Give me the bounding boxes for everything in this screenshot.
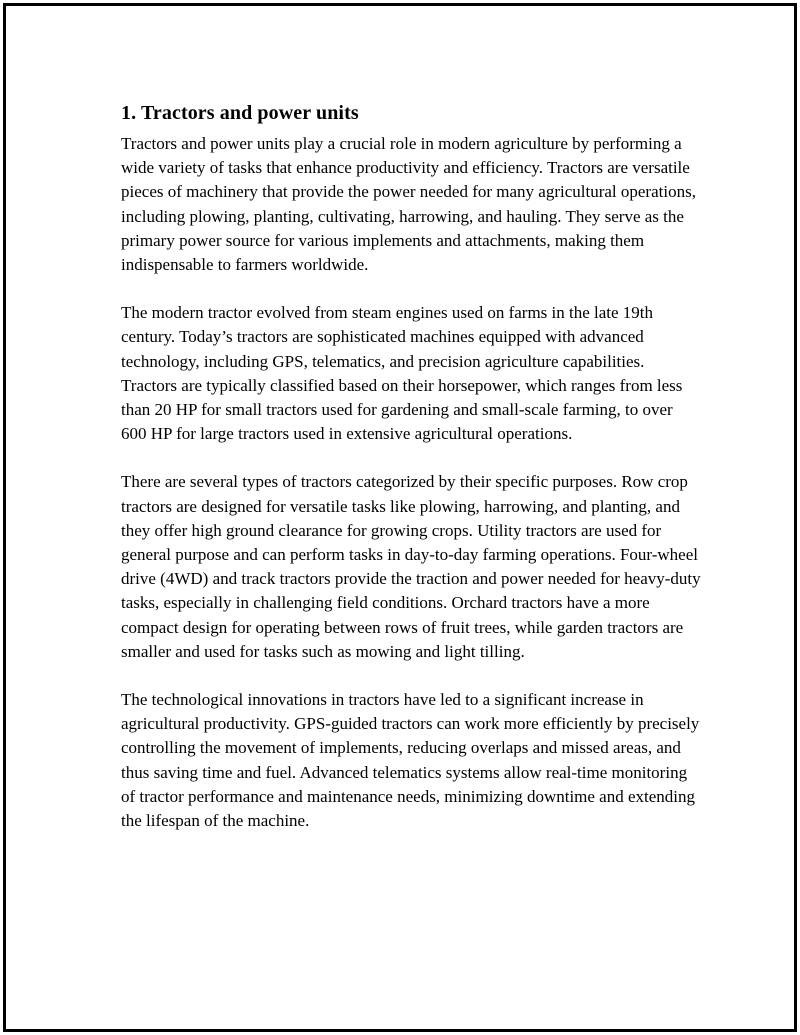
document-body: [121, 100, 701, 833]
page-frame: [3, 3, 797, 1032]
paragraph-1: Tractors and power units play a crucial role in modern agriculture by performing a wide variety of tasks that enhance productivity and efficiency. Tractors are versatile pieces of machinery that provide the power needed for many agricultural operations, including plowing, planting, cultivating, harrowing, and hauling. They serve as the primary power source for various implements and attachments, making them indispensable to farmers worldwide.: [121, 134, 696, 275]
section-heading: 1. Tractors and power units: [121, 102, 359, 124]
paragraph-3: There are several types of tractors categorized by their specific purposes. Row crop tractors are designed for versatile tasks like plowing, harrowing, and planting, and they offer high ground clearance for growing crops. Utility tractors are used for general purpose and can perform tasks in day-to-day farming operations. Four-wheel drive (4WD) and track tractors provide the traction and power needed for heavy-duty tasks, especially in challenging field conditions. Orchard tractors have a more compact design for operating between rows of fruit trees, while garden tractors are smaller and used for tasks such as mowing and light tilling.: [121, 472, 701, 661]
paragraph-4: The technological innovations in tractors have led to a significant increase in agricultural productivity. GPS-guided tractors can work more efficiently by precisely controlling the movement of implements, reducing overlaps and missed areas, and thus saving time and fuel. Advanced telematics systems allow real-time monitoring of tractor performance and maintenance needs, minimizing downtime and extending the lifespan of the machine.: [121, 690, 700, 831]
paragraph-2: The modern tractor evolved from steam engines used on farms in the late 19th century. Today’s tractors are sophisticated machines equipped with advanced technology, including GPS, telematics, and precision agriculture capabilities. Tractors are typically classified based on their horsepower, which ranges from less than 20 HP for small tractors used for gardening and small-scale farming, to over 600 HP for large tractors used in extensive agricultural operations.: [121, 303, 683, 444]
